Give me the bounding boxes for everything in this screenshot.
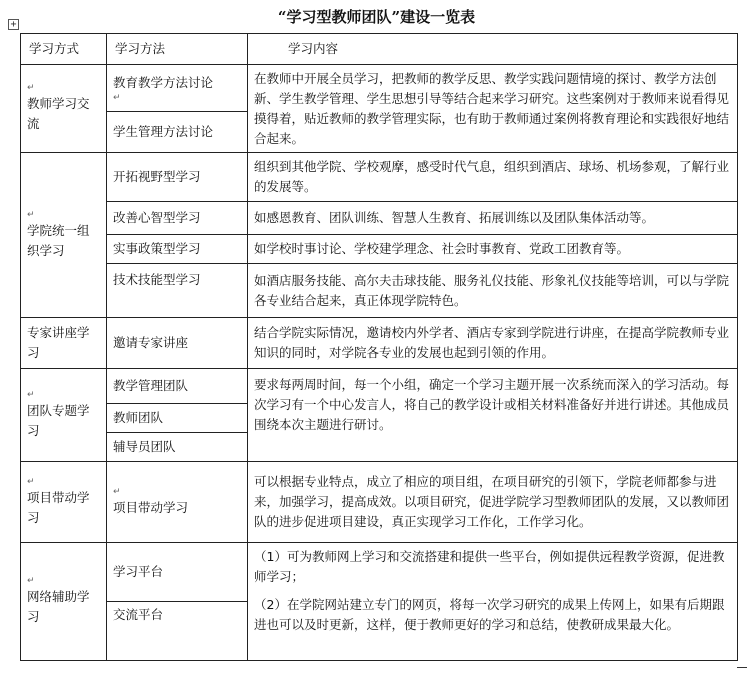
content-text: 组织到其他学院、学校观摩，感受时代气息，组织到酒店、球场、机场参观，了解行业的发展等。 bbox=[254, 159, 730, 194]
method-cell bbox=[107, 65, 248, 112]
content-cell bbox=[248, 65, 738, 153]
way-label: 项目带动学习 bbox=[27, 489, 90, 525]
content-cell bbox=[248, 235, 738, 264]
table-header-row bbox=[21, 34, 738, 65]
content-cell bbox=[248, 264, 738, 318]
way-label: 专家讲座学习 bbox=[27, 325, 90, 360]
content-text: 要求每两周时间，每一个小组，确定一个学习主题开展一次系统而深入的学习活动。每次学习有一个中心发言人，将自己的教学设计或相关材料准备好并进行讲述。其他成员围绕本次主题进行研讨。 bbox=[254, 377, 730, 432]
content-cell bbox=[248, 543, 738, 661]
table-row bbox=[21, 202, 738, 235]
content-paragraph: （2）在学院网站建立专门的网页，将每一次学习研究的成果上传网上，如果有后期跟进也可以及时更新，这样，便于教师更好的学习和总结，使教研成果最大化。 bbox=[254, 597, 725, 632]
method-cell bbox=[107, 404, 248, 433]
content-text: 如酒店服务技能、高尔夫击球技能、服务礼仪技能、形象礼仪技能等培训，可以与学院各专业结合起来，真正体现学院特色。 bbox=[254, 272, 730, 308]
way-cell bbox=[21, 462, 107, 543]
method-cell bbox=[107, 112, 248, 153]
paragraph-mark-icon: ↵ bbox=[27, 389, 35, 400]
method-label: 实事政策型学习 bbox=[113, 241, 201, 256]
way-cell bbox=[21, 153, 107, 318]
method-cell bbox=[107, 202, 248, 235]
way-label: 团队专题学习 bbox=[27, 402, 90, 438]
paragraph-mark-icon: ↵ bbox=[27, 476, 35, 487]
content-cell bbox=[248, 318, 738, 369]
content-cell bbox=[248, 369, 738, 462]
method-label: 开拓视野型学习 bbox=[113, 169, 201, 184]
method-label: 技术技能型学习 bbox=[113, 272, 201, 287]
method-label: 交流平台 bbox=[113, 607, 164, 622]
paragraph-mark-icon: ↵ bbox=[113, 92, 121, 103]
method-label: 改善心智型学习 bbox=[113, 210, 201, 225]
method-cell bbox=[107, 264, 248, 318]
header-way: 学习方式 bbox=[21, 34, 107, 65]
method-label: 教师团队 bbox=[113, 410, 164, 425]
study-team-table bbox=[20, 33, 738, 661]
paragraph-mark-icon: ↵ bbox=[27, 576, 35, 586]
way-cell bbox=[21, 65, 107, 153]
method-label: 学习平台 bbox=[113, 564, 164, 579]
document-title: “学习型教师团队”建设一览表 bbox=[277, 8, 476, 26]
method-cell bbox=[107, 602, 248, 661]
method-cell bbox=[107, 369, 248, 404]
table-row bbox=[21, 369, 738, 404]
content-text: 在教师中开展全员学习，把教师的教学反思、教学实践问题情境的探讨、教学方法创新、学生教学管理、学生思想引导等结合起来学习研究。这些案例对于教师来说看得见摸得着，贴近教师的教学管理实际，也有助于教师通过案例将教育理论和实践很好地结合起来。 bbox=[254, 70, 730, 146]
method-cell bbox=[107, 235, 248, 264]
way-cell bbox=[21, 318, 107, 369]
method-cell bbox=[107, 433, 248, 462]
method-label: 教育教学方法讨论 bbox=[113, 74, 214, 90]
paragraph-mark-icon: ↵ bbox=[113, 486, 121, 497]
content-text: 如学校时事讨论、学校建学理念、社会时事教育、党政工团教育等。 bbox=[254, 241, 630, 256]
table-row bbox=[21, 462, 738, 543]
table-row bbox=[21, 318, 738, 369]
content-paragraph: （1）可为教师网上学习和交流搭建和提供一些平台，例如提供远程教学资源，促进教师学习； bbox=[254, 549, 725, 584]
method-cell bbox=[107, 318, 248, 369]
content-cell bbox=[248, 462, 738, 543]
method-label: 教学管理团队 bbox=[113, 378, 189, 393]
method-label: 邀请专家讲座 bbox=[113, 335, 189, 350]
table-row bbox=[21, 264, 738, 318]
content-cell bbox=[248, 202, 738, 235]
paragraph-mark-icon: ↵ bbox=[27, 83, 35, 93]
header-content: 学习内容 bbox=[248, 34, 738, 65]
content-text: 结合学院实际情况，邀请校内外学者、酒店专家到学院进行讲座，在提高学院教师专业知识的同时，对学院各专业的发展也起到引领的作用。 bbox=[254, 325, 730, 360]
method-cell bbox=[107, 153, 248, 202]
way-label: 网络辅助学习 bbox=[27, 589, 90, 624]
table-row bbox=[21, 153, 738, 202]
paragraph-mark-icon: ↵ bbox=[27, 209, 35, 220]
table-resize-handle-icon[interactable] bbox=[737, 667, 747, 668]
way-cell bbox=[21, 369, 107, 462]
content-text: 可以根据专业特点，成立了相应的项目组，在项目研究的引领下，学院老师都参与进来，加强学习，提高成效。以项目研究，促进学院学习型教师团队的发展，又以教师团队的进步促进项目建设，真正实现学习工作化，工作学习化。 bbox=[254, 474, 730, 529]
way-cell bbox=[21, 543, 107, 661]
content-text: 如感恩教育、团队训练、智慧人生教育、拓展训练以及团队集体活动等。 bbox=[254, 210, 655, 225]
table-row bbox=[21, 235, 738, 264]
table-row bbox=[21, 543, 738, 602]
method-cell bbox=[107, 543, 248, 602]
content-cell bbox=[248, 153, 738, 202]
way-label: 教师学习交流 bbox=[27, 96, 90, 131]
method-cell bbox=[107, 462, 248, 543]
method-label: 学生管理方法讨论 bbox=[113, 124, 214, 139]
way-label: 学院统一组织学习 bbox=[27, 222, 90, 258]
table-move-handle-icon[interactable]: + bbox=[8, 19, 19, 30]
header-method: 学习方法 bbox=[107, 34, 248, 65]
method-label: 项目带动学习 bbox=[113, 499, 189, 515]
table-row bbox=[21, 65, 738, 112]
method-label: 辅导员团队 bbox=[113, 439, 176, 454]
